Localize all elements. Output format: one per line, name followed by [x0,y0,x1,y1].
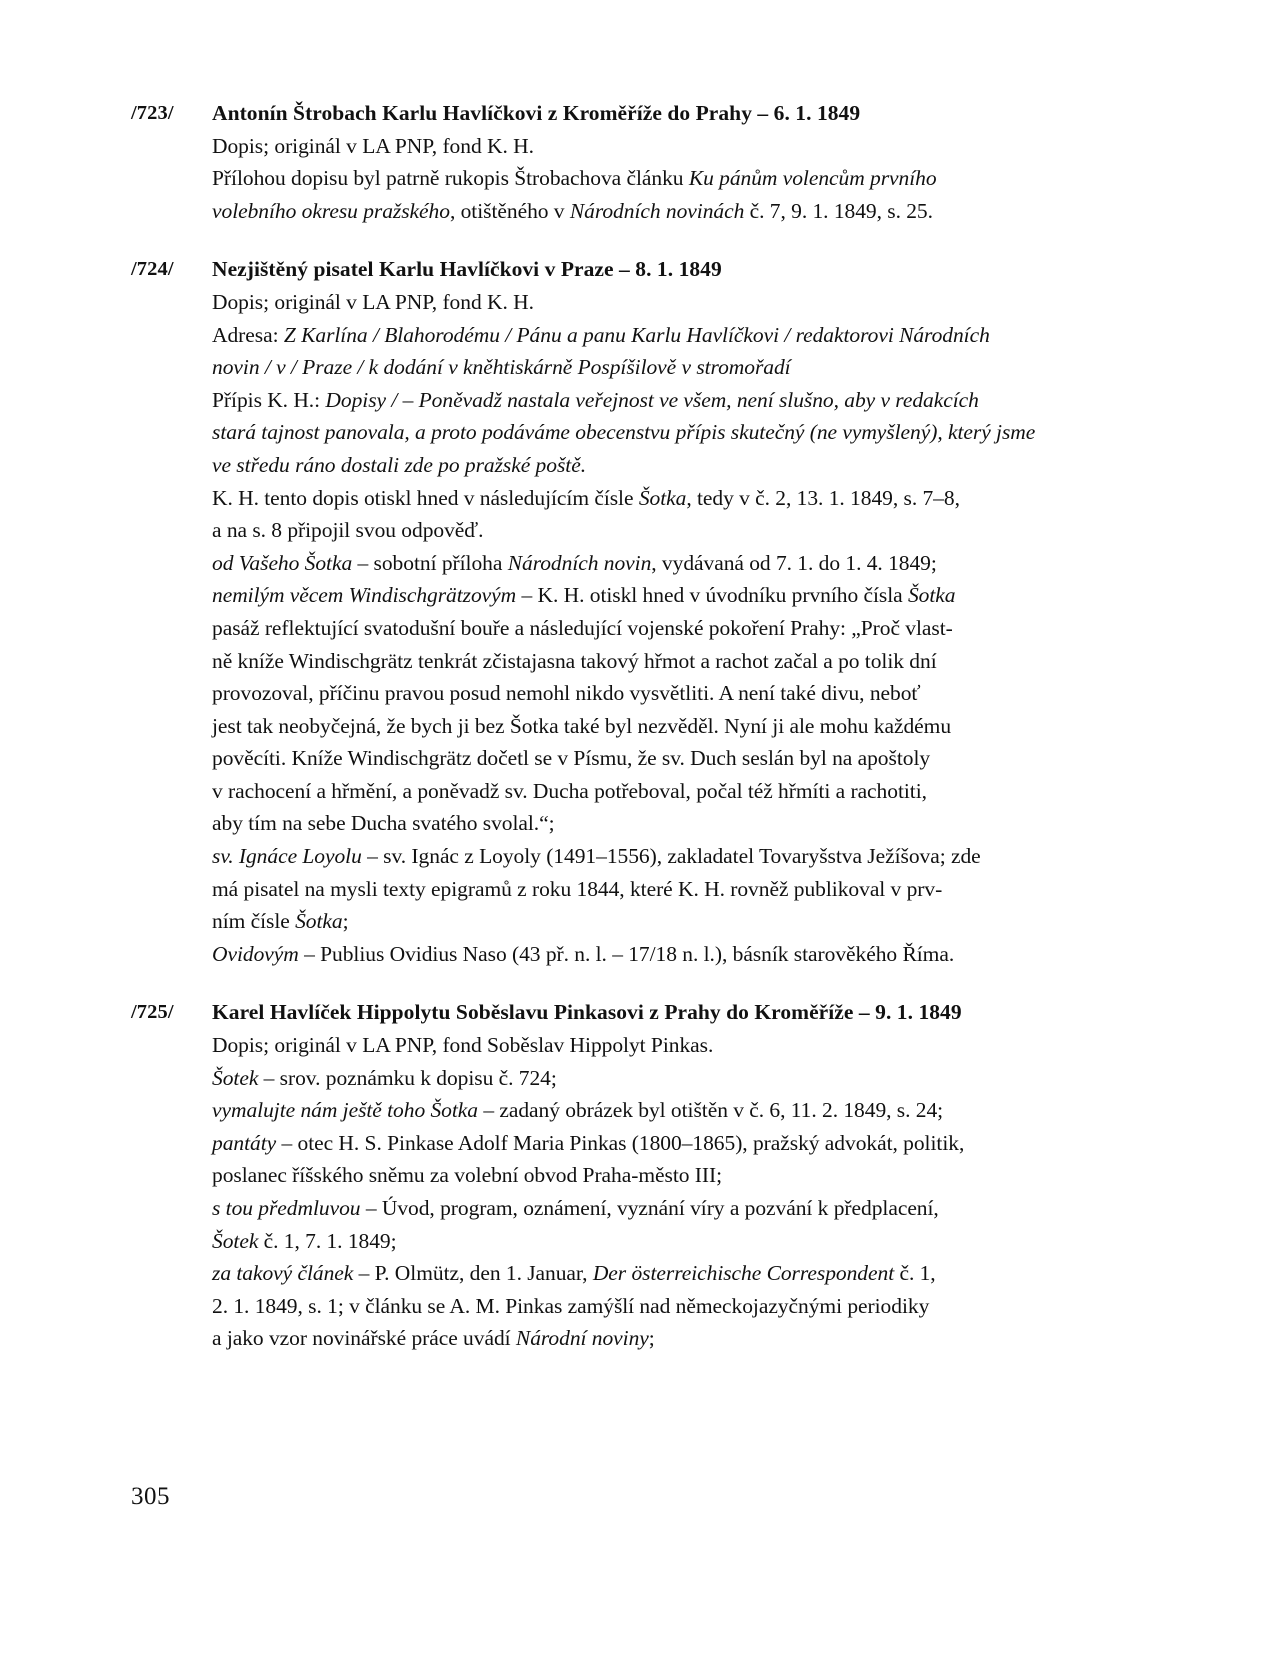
text-run: jest tak neobyčejná, že bych ji bez Šotka také byl nezvěděl. Nyní ji ale mohu každému [212,713,952,738]
italic-run: za takový článek [212,1261,354,1286]
text-run: – P. Olmütz, den 1. Januar, [353,1261,593,1286]
text-run: Přípis K. H.: [212,387,326,412]
text-run: , otištěného v [449,198,570,223]
italic-run: s tou předmluvou [212,1196,361,1220]
entry-line [212,286,1076,319]
text-run: – zadaný obrázek byl otištěn v č. 6, 11. 2. 1849, s. 24; [478,1098,944,1123]
entry-line [212,1225,1076,1258]
italic-run: volebního okresu pražského [212,198,450,223]
italic-run: stará tajnost panovala, a proto podáváme obecenstvu přípis skutečný (ne vymyšlený), který jsme [212,420,1036,445]
italic-run: ve středu ráno dostali zde po pražské poště. [212,452,587,477]
entry-title: Nezjištěný pisatel Karlu Havlíčkovi v Praze – 8. 1. 1849 [212,257,722,282]
text-run: Přílohou dopisu byl patrně rukopis Štrobachova článku [212,166,689,191]
entry-line [212,195,1076,228]
entry-title: Karel Havlíček Hippolytu Soběslavu Pinkasovi z Prahy do Kroměříže – 9. 1. 1849 [212,1000,962,1025]
entry-line [212,482,1076,515]
italic-run: Šotka [295,909,343,934]
text-run: č. 1, [894,1261,936,1286]
entry-line [212,162,1076,195]
italic-run: sv. Ignáce Loyolu [212,844,362,869]
entry-line [212,612,1076,645]
entry-line [212,710,1076,743]
entry-line [212,677,1076,710]
entry-line [212,1290,1076,1323]
text-run: K. H. tento dopis otiskl hned v následujícím čísle [212,485,639,510]
text-run: č. 7, 9. 1. 1849, s. 25. [744,198,933,223]
entry-body [212,996,1076,1355]
entry-title: Antonín Štrobach Karlu Havlíčkovi z Kroměříže do Prahy – 6. 1. 1849 [212,101,861,125]
italic-run: Národních novin [507,550,652,575]
text-run: – Publius Ovidius Naso (43 př. n. l. – 17/18 n. l.), básník starověkého Říma. [298,941,955,966]
entry-line [212,742,1076,775]
text-run: pasáž reflektující svatodušní bouře a následující vojenské pokoření Prahy: „Proč vlast- [212,615,953,640]
italic-run: Národních novinách [569,198,745,223]
text-run: Adresa: [212,322,284,347]
text-run: Dopis; originál v LA PNP, fond K. H. [212,289,534,314]
entry-line [212,938,1076,971]
text-run: aby tím na sebe Ducha svatého svolal.“; [212,811,555,836]
text-run: – otec H. S. Pinkase Adolf Maria Pinkas (1800–1865), pražský advokát, politik, [276,1130,965,1155]
entry-line [212,416,1076,449]
entry-line [212,807,1076,840]
text-run: provozoval, příčinu pravou posud nemohl nikdo vysvětliti. A není také divu, neboť [212,681,921,706]
entry-number: /723/ [131,102,174,124]
italic-run: Dopisy / – Poněvadž nastala veřejnost ve všem, není slušno, aby v redakcích [325,387,979,412]
entry-line [212,1322,1076,1355]
italic-run: pantáty [212,1130,277,1155]
entry-line [212,319,1076,352]
text-run: má pisatel na mysli texty epigramů z roku 1844, které K. H. rovněž publikoval v prv- [212,876,943,901]
italic-run: novin / v / Praze / k dodání v kněhtiskárně Pospíšilově v stromořadí [212,355,791,380]
entry-line [212,1029,1076,1062]
page-content [131,97,1076,1381]
text-run: ; [342,909,349,934]
text-run: v rachocení a hřmění, a poněvadž sv. Ducha potřeboval, počal též hřmíti a rachotiti, [212,778,927,803]
entry-line [212,547,1076,580]
bibliography-entry [131,97,1076,227]
entry-line [212,449,1076,482]
entry-line [212,873,1076,906]
text-run: ním čísle [212,909,296,934]
text-run: Dopis; originál v LA PNP, fond K. H. [212,133,534,158]
italic-run: Šotek [212,1065,259,1090]
entry-body [212,253,1076,970]
italic-run: Z Karlína / Blahorodému / Pánu a panu Karlu Havlíčkovi / redaktorovi Národních [283,322,990,347]
italic-run: Šotek [212,1228,259,1253]
text-run: , vydávaná od 7. 1. do 1. 4. 1849; [651,550,937,575]
text-run: – Úvod, program, oznámení, vyznání víry a pozvání k předplacení, [360,1196,939,1220]
entry-line [212,514,1076,547]
italic-run: od Vašeho Šotka [212,550,353,575]
italic-run: Ku pánům volencům prvního [688,166,937,191]
text-run: 2. 1. 1849, s. 1; v článku se A. M. Pinkas zamýšlí nad německojazyčnými periodiky [212,1293,930,1318]
entry-line [212,579,1076,612]
entry-line [212,840,1076,873]
italic-run: Národní noviny [515,1326,649,1351]
entry-line [212,1192,1076,1225]
entry-line [212,1062,1076,1095]
entry-line [212,384,1076,417]
text-run: Dopis; originál v LA PNP, fond Soběslav Hippolyt Pinkas. [212,1033,714,1058]
bibliography-entry [131,253,1076,970]
italic-run: vymalujte nám ještě toho Šotka [212,1098,478,1123]
text-run: poslanec říšského sněmu za volební obvod Praha-město III; [212,1163,723,1188]
entry-line [212,130,1076,163]
text-run: ; [648,1326,655,1351]
entry-line [212,1159,1076,1192]
entry-number: /725/ [131,1001,174,1024]
text-run: , tedy v č. 2, 13. 1. 1849, s. 7–8, [686,485,960,510]
entry-line [212,1257,1076,1290]
text-run: a na s. 8 připojil svou odpověď. [212,518,484,543]
entry-line [212,775,1076,808]
italic-run: Der österreichische Correspondent [592,1261,895,1286]
text-run: – srov. poznámku k dopisu č. 724; [258,1065,557,1090]
page-number: 305 [131,1483,170,1510]
entry-line [212,351,1076,384]
entry-number: /724/ [131,258,174,281]
bibliography-entry [131,996,1076,1355]
text-run: – sobotní příloha [352,550,508,575]
italic-run: Šotka [907,583,956,608]
text-run: ně kníže Windischgrätz tenkrát zčistajasna takový hřmot a rachot začal a po tolik dní [212,648,937,673]
entry-line [212,1127,1076,1160]
text-run: č. 1, 7. 1. 1849; [258,1228,397,1253]
text-run: – K. H. otiskl hned v úvodníku prvního čísla [516,583,908,608]
entry-body [212,97,1076,227]
entry-line [212,905,1076,938]
entry-line [212,1094,1076,1127]
entry-line [212,645,1076,678]
text-run: – sv. Ignác z Loyoly (1491–1556), zakladatel Tovaryšstva Ježíšova; zde [361,844,981,869]
italic-run: Ovidovým [212,941,299,966]
text-run: pověcíti. Kníže Windischgrätz dočetl se v Písmu, že sv. Duch seslán byl na apoštoly [212,746,931,771]
text-run: a jako vzor novinářské práce uvádí [212,1326,516,1351]
italic-run: Šotka [638,485,687,510]
italic-run: nemilým věcem Windischgrätzovým [212,583,517,608]
